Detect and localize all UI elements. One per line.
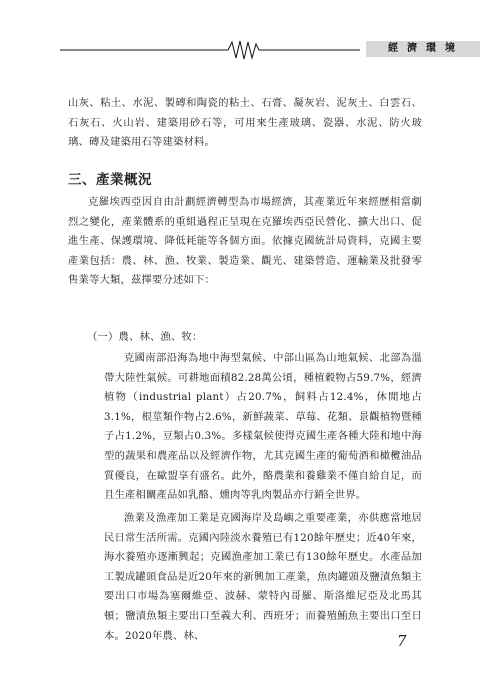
subsection-paragraph-2: 漁業及漁產加工業是克國海岸及島嶼之重要產業，亦供應當地居民日常生活所需。克國內陸淡水養殖已有120餘年歷史；近40年來，海水養殖亦逐漸興起；克國漁產加工業已有130餘年歷史。水產品加工製成罐頭食品是近20年來的新興加工產業，魚肉罐頭及鹽漬魚類主要出口市場為塞爾維亞、波赫、蒙特內哥羅、斯洛維尼亞及北馬其頓；鹽漬魚類主要出口至義大利、西班牙；而養殖鮪魚主要出口至日本。2020年農、林、 — [104, 512, 422, 642]
running-header — [60, 38, 464, 62]
page-number: 7 — [397, 632, 407, 650]
section-paragraph: 克羅埃西亞因自由計劃經濟轉型為市場經濟，其產業近年來經歷相當劇烈之變化，產業體系的重組過程正呈現在克羅埃西亞民營化、擴大出口、促進生產、保護環境、降低耗能等各個方面。依據克國統計局資料，克國主要產業包括：農、林、漁、牧業、製造業、觀光、建築營造、運輸業及批發零售業等大類，茲擇要分述如下： — [68, 196, 422, 287]
intro-paragraph: 山灰、粘土、水泥、製磚和陶瓷的粘土、石膏、凝灰岩、泥灰土、白雲石、石灰石、火山岩、建築用砂石等，可用來生產玻璃、瓷器、水泥、防火玻璃、磚及建築用石等建築材料。 — [68, 97, 422, 149]
subsection-paragraph-1: 克國南部沿海為地中海型氣候、中部山區為山地氣候、北部為溫帶大陸性氣候。可耕地面積82.28萬公頃，種植穀物占59.7%，經濟植物（industrial plant）占20.7%，飼料占12.4%，休閒地占3.1%，根莖類作物占2.6%，新鮮蔬菜、草莓、花類、景觀植物暨種子占1.2%，豆類占0.3%。多樣氣候使得克國生產各種大陸和地中海型的蔬果和農產品以及經濟作物，尤其克國生產的葡萄酒和橄欖油品質優良，在歐盟享有盛名。此外，酪農業和養雞業不僅自給自足，而且生產相關產品如乳酪、燻肉等乳肉製品亦行銷全世界。 — [104, 352, 422, 502]
subsection-title: （一）農、林、漁、牧： — [87, 331, 203, 343]
header-title: 經濟環境 — [366, 41, 480, 57]
section-title: 三、產業概況 — [68, 172, 152, 188]
